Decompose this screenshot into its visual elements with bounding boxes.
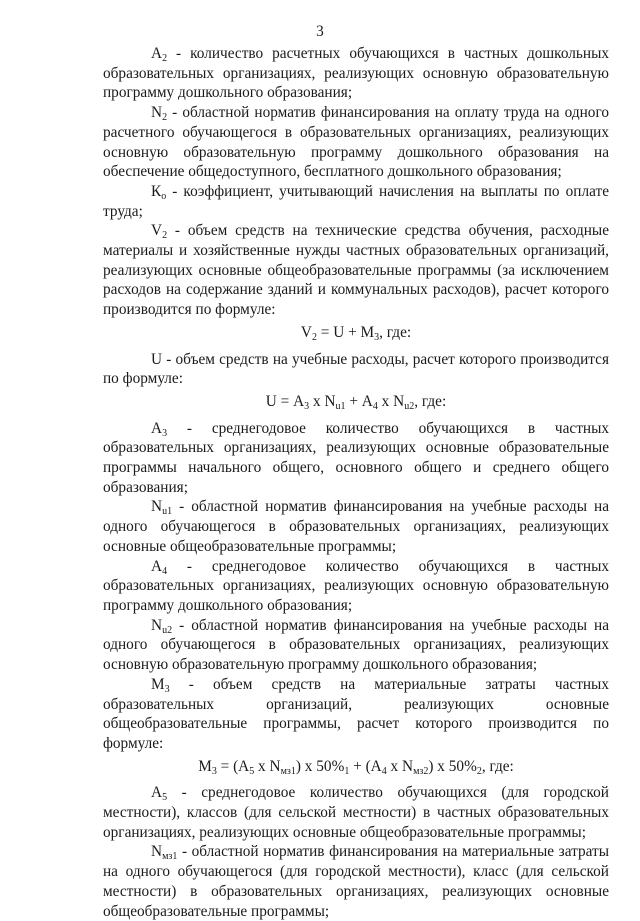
formula-subscript: 3 [304, 400, 310, 412]
formula-subscript: 1 [344, 765, 350, 777]
formula-v2 [103, 323, 609, 343]
formula-subscript: u2 [404, 400, 415, 412]
formula-part: + (А [349, 757, 382, 775]
term-definition: - среднегодовое количество обучающихся (для городской местности), классов (для сельской местности) в частных образовательных организациях, реализующих основные общеобразовательные программы; [103, 784, 609, 841]
term-symbol: V [151, 222, 163, 240]
formula-part: , где: [481, 757, 514, 775]
term-subscript: мз1 [162, 851, 178, 863]
term-definition: - областной норматив финансирования на учебные расходы на одного обучающегося в образовательных организациях, реализующих основную образовательную программу дошкольного образования; [103, 616, 609, 674]
term-subscript: 2 [162, 230, 168, 242]
formula-subscript: мз1 [280, 765, 296, 777]
paragraph-a4 [103, 557, 609, 616]
term-definition: - объем средств на технические средства обучения, расходные материалы и хозяйственные нужды частных образовательных организаций, реализующих основные общеобразовательные программы (за исключением расходов на содержание зданий и коммунальных расходов), расчет которого производится по формуле: [103, 222, 609, 319]
term-symbol: А [151, 557, 163, 575]
formula-subscript: мз2 [413, 765, 429, 777]
formula-subscript: 2 [476, 765, 482, 777]
paragraph-v2 [103, 221, 609, 320]
paragraph-u: U - объем средств на учебные расходы, расчет которого производится по формуле: [103, 350, 609, 388]
term-subscript: 3 [164, 683, 170, 695]
paragraph-nmz1 [103, 842, 609, 921]
term-definition: - объем средств на материальные затраты частных образовательных организаций, реализующих основные общеобразовательные программы, расчет которого производится по формуле: [103, 675, 609, 752]
paragraph-a5 [103, 783, 609, 842]
term-definition: - областной норматив финансирования на оплату труда на одного расчетного обучающегося в образовательных организациях, реализующих основную образовательную программу дошкольного образования на обеспечение общедоступного, бесплатного дошкольного образования; [103, 104, 609, 181]
paragraph-m3 [103, 675, 609, 754]
term-symbol: N [151, 498, 163, 516]
formula-part: х N [254, 757, 281, 775]
paragraph-ko [103, 182, 609, 221]
term-symbol: А [151, 419, 163, 437]
term-definition: - областной норматив финансирования на материальные затраты на одного обучающегося (для городской местности), класс (для сельской местности) в образовательных организациях, реализующих основные общеобразовательные программы; [103, 843, 609, 920]
formula-subscript: 3 [374, 331, 380, 343]
formula-part: = U + М [316, 323, 375, 341]
term-subscript: 2 [162, 112, 168, 124]
formula-part: М [198, 757, 212, 775]
formula-part: ) х 50% [428, 757, 477, 775]
paragraph-nu1 [103, 497, 609, 556]
page-number: 3 [316, 23, 324, 40]
term-definition: - коэффициент, учитывающий начисления на выплаты по оплате труда; [103, 182, 609, 220]
term-subscript: 2 [162, 53, 168, 64]
formula-part: + А [345, 392, 373, 410]
document-body [103, 44, 609, 921]
formula-part: х N [377, 392, 405, 410]
formula-part: х N [309, 392, 336, 410]
term-subscript: 4 [162, 565, 168, 577]
formula-part: U = А [265, 392, 305, 410]
formula-part: , где: [414, 392, 447, 410]
formula-subscript: 4 [381, 765, 387, 777]
formula-subscript: 3 [211, 765, 217, 777]
term-symbol: А [151, 784, 163, 802]
formula-subscript: 2 [311, 331, 317, 343]
formula-part: ) х 50% [295, 757, 345, 775]
term-subscript: u1 [162, 506, 173, 518]
term-symbol: М [151, 675, 165, 693]
term-definition: - количество расчетных обучающихся в частных дошкольных образовательных организациях, реализующих основную образовательную программу дошкольного образования; [103, 45, 609, 102]
term-subscript: о [161, 190, 167, 202]
formula-part: = (А [216, 757, 250, 775]
paragraph-a2 [103, 44, 609, 103]
term-symbol: К [151, 182, 162, 200]
paragraph-a3 [103, 419, 609, 498]
term-symbol: N [151, 843, 163, 861]
term-symbol: А [151, 45, 163, 62]
formula-subscript: 5 [249, 765, 255, 777]
paragraph-n2 [103, 103, 609, 182]
formula-subscript: u1 [335, 400, 346, 412]
formula-part: , где: [379, 323, 412, 341]
paragraph-nu2 [103, 616, 609, 675]
term-subscript: u2 [162, 624, 173, 636]
term-definition: - среднегодовое количество обучающихся в частных образовательных организациях, реализующих основную образовательную программу дошкольного образования; [103, 557, 609, 614]
term-subscript: 3 [162, 427, 168, 439]
formula-subscript: 4 [372, 400, 378, 412]
formula-u [103, 392, 609, 412]
term-symbol: N [151, 104, 163, 122]
term-subscript: 5 [162, 792, 168, 804]
formula-part: х N [386, 757, 414, 775]
term-definition: - областной норматив финансирования на учебные расходы на одного обучающегося в образовательных организациях, реализующих основные общеобразовательные программы; [103, 498, 609, 555]
formula-m3 [103, 757, 609, 777]
formula-part: V [300, 323, 312, 341]
term-symbol: N [151, 616, 163, 634]
term-definition: - среднегодовое количество обучающихся в частных образовательных организациях, реализующих основные образовательные программы начального общего, основного общего и среднего общего образования; [103, 419, 609, 496]
